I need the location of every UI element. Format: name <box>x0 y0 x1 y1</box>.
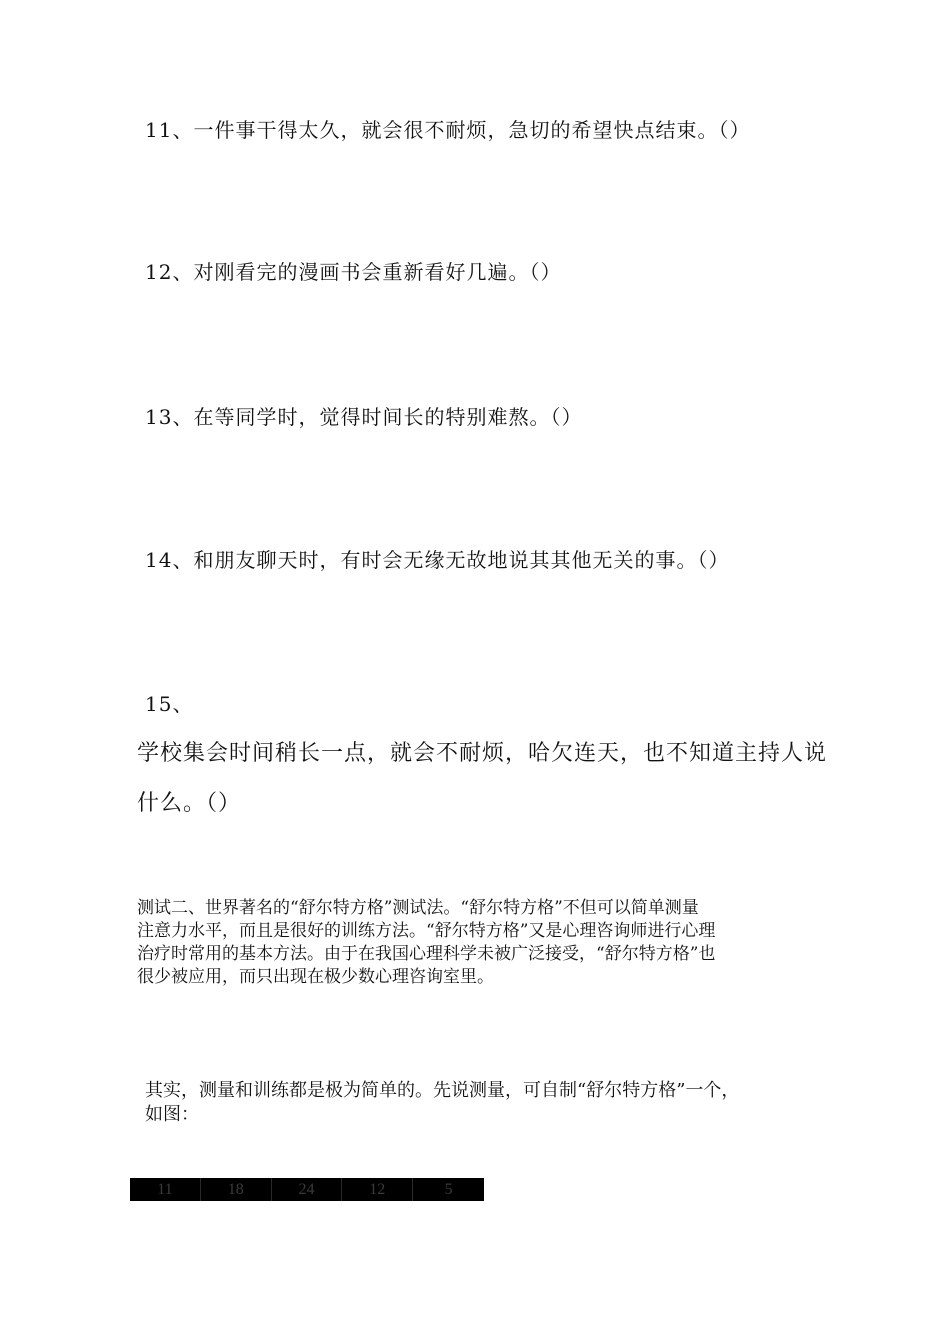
question-13: 13、在等同学时，觉得时间长的特别难熬。（） <box>145 405 583 429</box>
grid-cell: 18 <box>201 1178 272 1201</box>
question-15-line-2: 什么。（） <box>137 791 242 816</box>
question-15-number: 15、 <box>145 692 194 716</box>
test2-line: 注意力水平，而且是很好的训练方法。“舒尔特方格”又是心理咨询师进行心理 <box>137 921 716 941</box>
grid-cell: 24 <box>272 1178 343 1201</box>
intro-line: 其实，测量和训练都是极为简单的。先说测量，可自制“舒尔特方格”一个， <box>145 1080 740 1101</box>
question-14: 14、和朋友聊天时，有时会无缘无故地说其其他无关的事。（） <box>145 548 730 572</box>
question-15-line-1: 学校集会时间稍长一点，就会不耐烦，哈欠连天，也不知道主持人说 <box>137 741 828 766</box>
grid-cell: 11 <box>130 1178 201 1201</box>
schulte-grid-row <box>130 1178 484 1201</box>
intro-line: 如图： <box>145 1104 199 1125</box>
test2-line: 测试二、世界著名的“舒尔特方格”测试法。“舒尔特方格”不但可以简单测量 <box>137 898 699 918</box>
intro-paragraph <box>145 1079 739 1127</box>
test2-line: 治疗时常用的基本方法。由于在我国心理科学未被广泛接受，“舒尔特方格”也 <box>137 944 716 964</box>
test2-paragraph <box>137 897 715 989</box>
test2-line: 很少被应用，而只出现在极少数心理咨询室里。 <box>137 967 494 987</box>
question-12: 12、对刚看完的漫画书会重新看好几遍。（） <box>145 260 562 284</box>
grid-cell: 5 <box>444 1180 453 1198</box>
question-11: 11、一件事干得太久，就会很不耐烦，急切的希望快点结束。（） <box>145 118 751 142</box>
grid-cell: 12 <box>342 1178 413 1201</box>
